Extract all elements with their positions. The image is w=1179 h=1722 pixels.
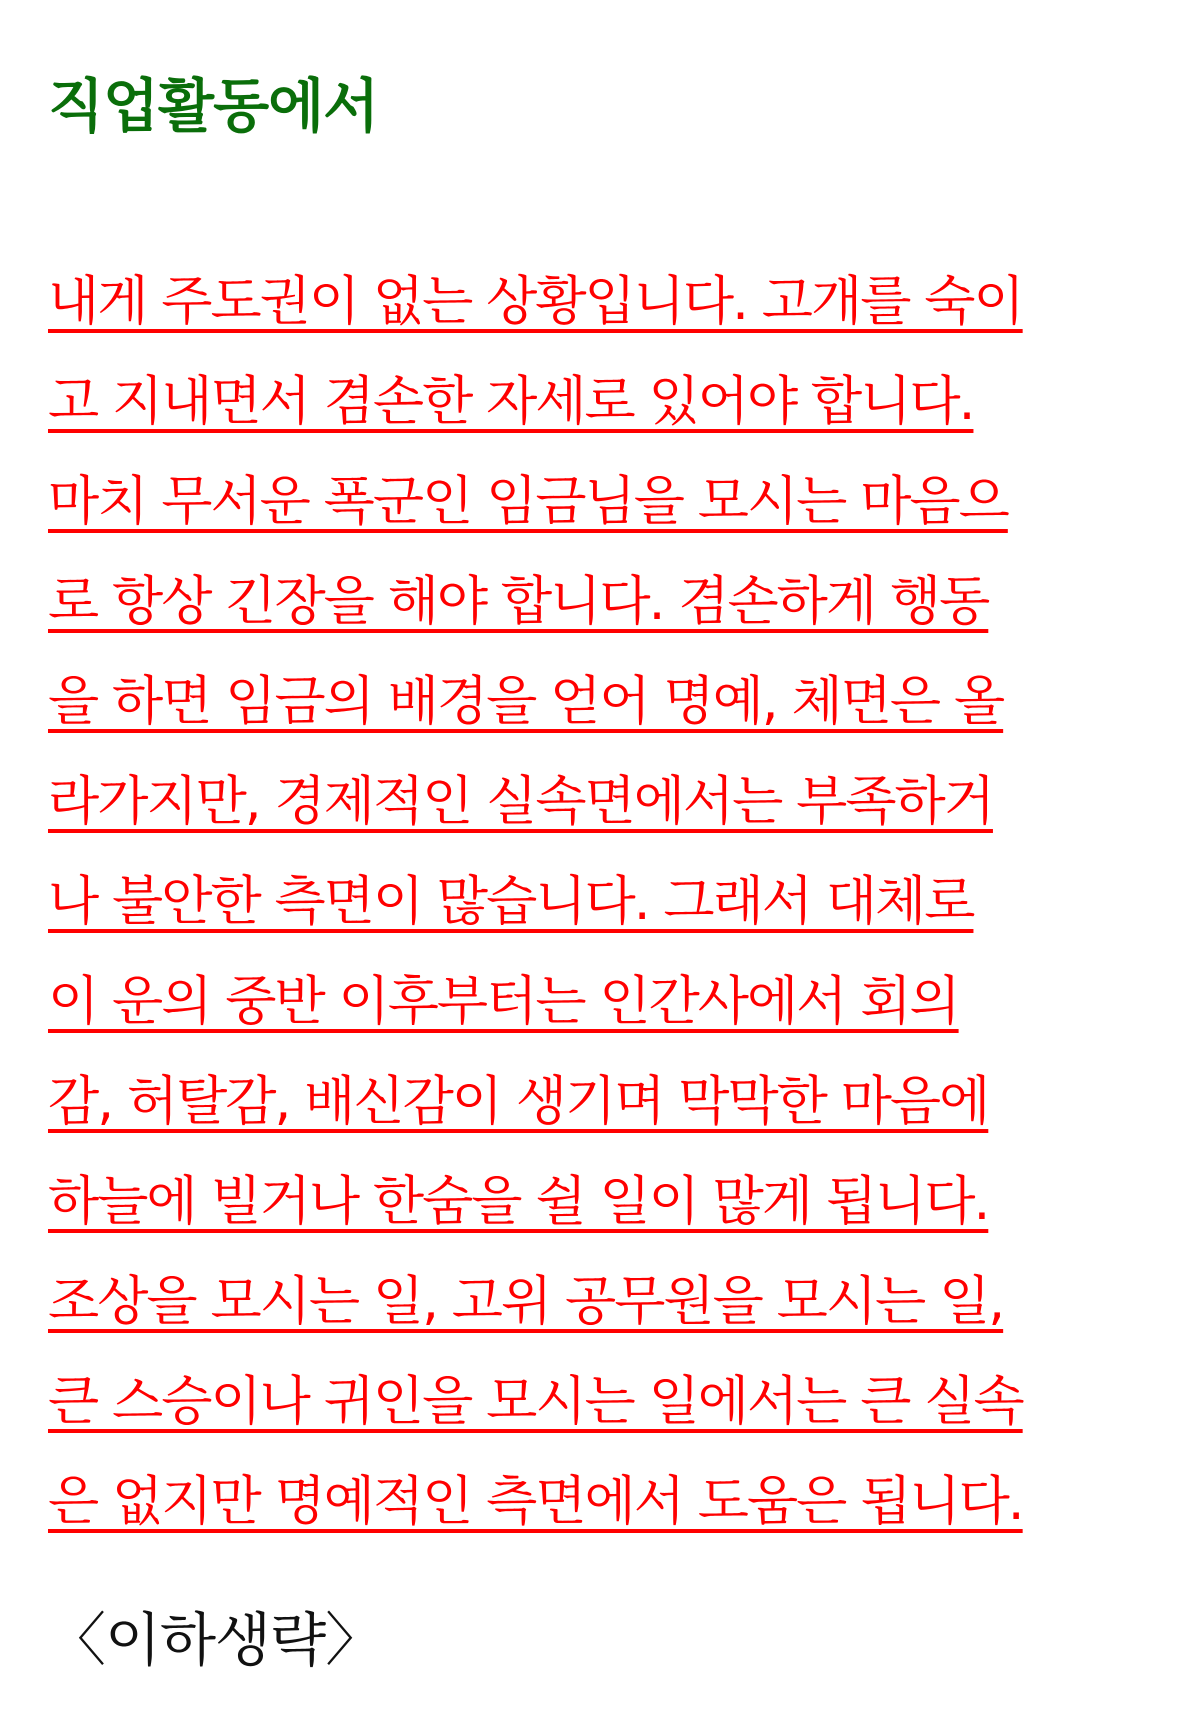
section-heading: 직업활동에서 xyxy=(48,72,379,140)
text-line: 마치 무서운 폭군인 임금님을 모시는 마음으 xyxy=(48,471,1008,532)
text-line: 은 없지만 명예적인 측면에서 도움은 됩니다. xyxy=(48,1471,1023,1532)
text-line: 을 하면 임금의 배경을 얻어 명예, 체면은 올 xyxy=(48,671,1004,732)
text-line: 이 운의 중반 이후부터는 인간사에서 회의 xyxy=(48,971,959,1032)
text-line: 나 불안한 측면이 많습니다. 그래서 대체로 xyxy=(48,871,974,932)
text-line: 로 항상 긴장을 해야 합니다. 겸손하게 행동 xyxy=(48,571,989,632)
omitted-note: 〈이하생략〉 xyxy=(48,1606,383,1674)
body-text xyxy=(48,262,1138,1562)
text-line: 라가지만, 경제적인 실속면에서는 부족하거 xyxy=(48,771,993,832)
text-line: 하늘에 빌거나 한숨을 쉴 일이 많게 됩니다. xyxy=(48,1171,989,1232)
text-line: 내게 주도권이 없는 상황입니다. 고개를 숙이 xyxy=(48,271,1023,332)
text-line: 조상을 모시는 일, 고위 공무원을 모시는 일, xyxy=(48,1271,1004,1332)
text-line: 큰 스승이나 귀인을 모시는 일에서는 큰 실속 xyxy=(48,1371,1023,1432)
text-line: 고 지내면서 겸손한 자세로 있어야 합니다. xyxy=(48,371,974,432)
text-line: 감, 허탈감, 배신감이 생기며 막막한 마음에 xyxy=(48,1071,989,1132)
